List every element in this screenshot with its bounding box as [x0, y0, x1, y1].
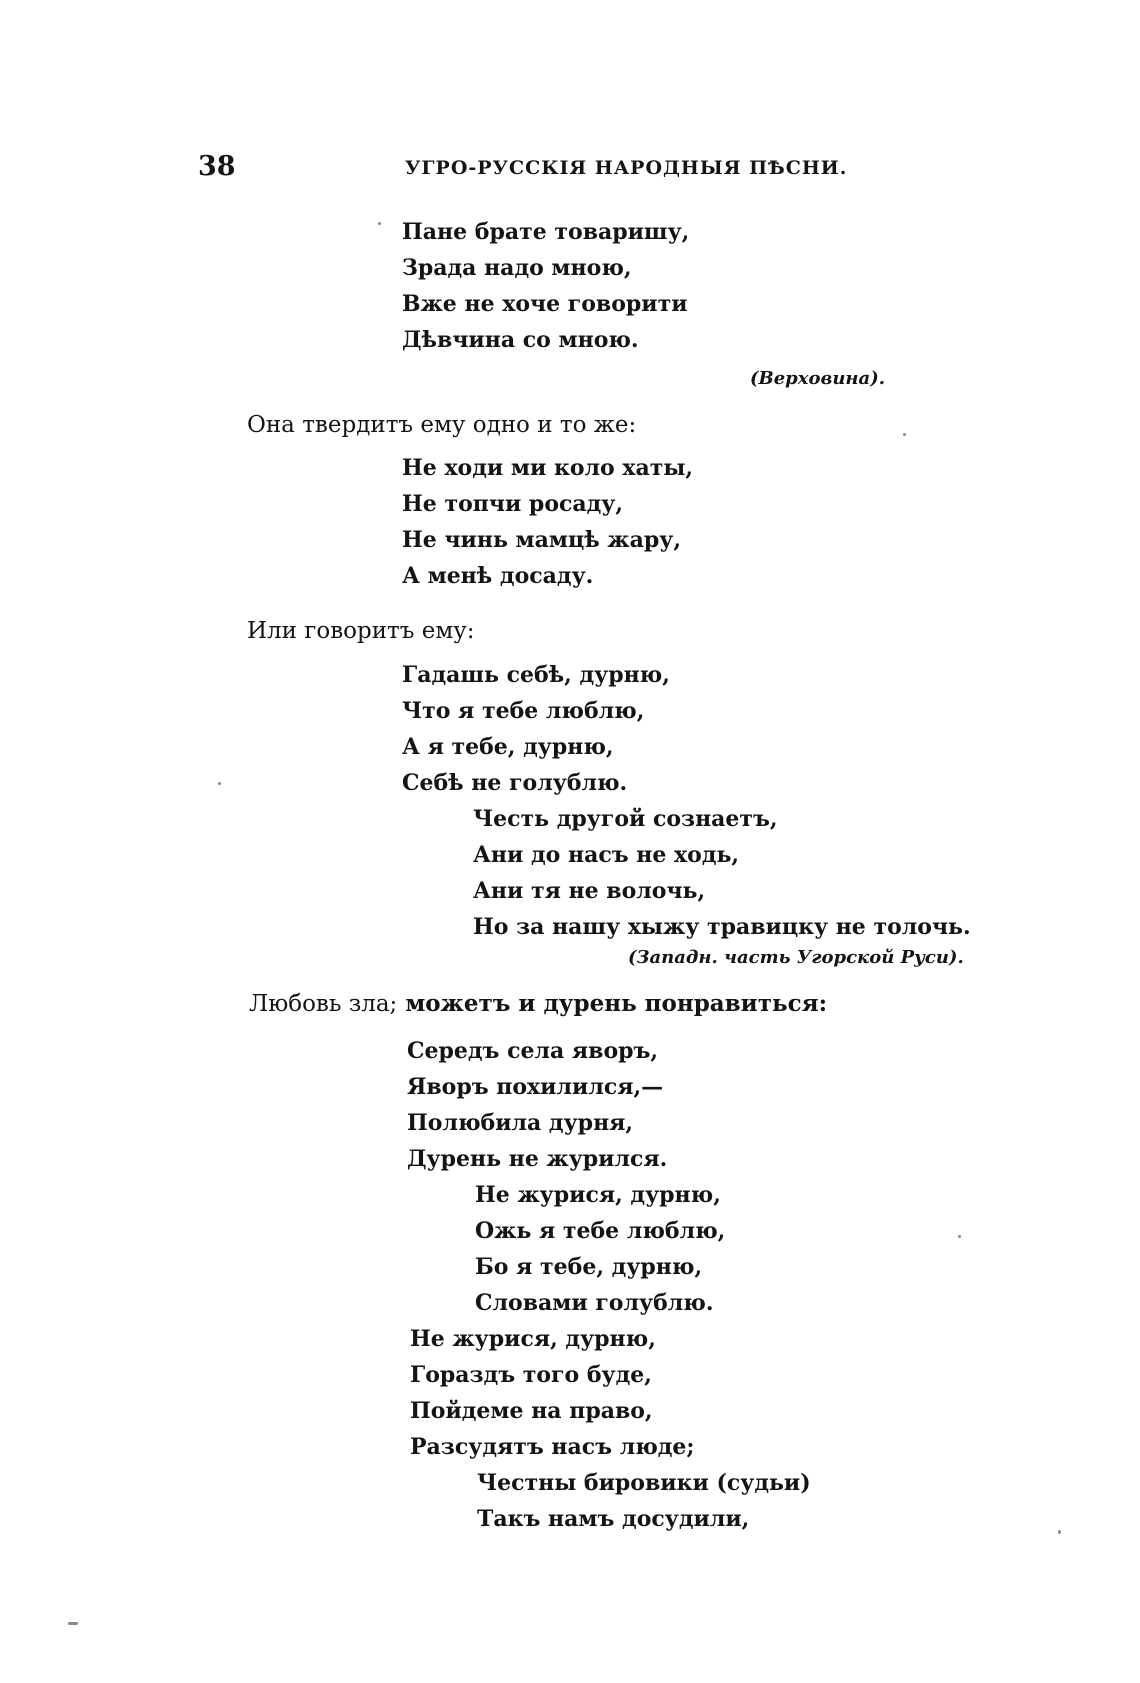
verse-line: А я тебе, дурню,	[402, 734, 614, 760]
verse-line: Полюбила дурня,	[407, 1110, 634, 1136]
verse-line: Себѣ не голублю.	[402, 770, 628, 796]
source-note: (Западн. часть Угорской Руси).	[628, 947, 964, 968]
prose-line	[249, 990, 827, 1018]
prose-line: Она твердитъ ему одно и то же:	[247, 412, 637, 438]
verse-line: Гораздъ того буде,	[410, 1362, 652, 1388]
verse-line-indented: Ожь я тебе люблю,	[475, 1218, 726, 1244]
scan-speck	[903, 433, 906, 436]
verse-line: Середъ села яворъ,	[407, 1038, 659, 1064]
verse-line: Дѣвчина со мною.	[402, 327, 639, 353]
verse-line-indented: Честь другой сознаетъ,	[473, 806, 778, 832]
prose-lead: Любовь зла;	[249, 991, 398, 1017]
scan-speck	[1058, 1530, 1061, 1534]
verse-line: А менѣ досаду.	[402, 563, 594, 589]
verse-line: Не журися, дурню,	[410, 1326, 656, 1352]
verse-line-indented: Ани тя не волочь,	[473, 878, 706, 904]
source-note: (Верховина).	[750, 368, 885, 389]
page-number: 38	[198, 151, 236, 182]
verse-line-indented: Такъ намъ досудили,	[477, 1506, 750, 1532]
verse-line: Зрада надо мною,	[402, 255, 632, 281]
verse-line: Не ходи ми коло хаты,	[402, 455, 694, 481]
prose-rest: можетъ и дурень понравиться:	[397, 990, 828, 1017]
scan-speck	[378, 222, 381, 225]
verse-line-indented: Словами голублю.	[475, 1290, 714, 1316]
verse-line-indented: Не журися, дурню,	[475, 1182, 721, 1208]
verse-line-indented: Бо я тебе, дурню,	[475, 1254, 703, 1280]
verse-line: Пане брате товаришу,	[402, 219, 690, 245]
running-title: УГРО-РУССКІЯ НАРОДНЫЯ ПѢСНИ.	[405, 157, 848, 179]
verse-line-indented: Честны бировики (судьи)	[477, 1470, 811, 1496]
verse-line: Вже не хоче говорити	[402, 291, 688, 317]
scan-speck	[218, 782, 221, 785]
verse-line-indented: Но за нашу хыжу травицку не толочь.	[473, 914, 971, 940]
verse-line: Не чинь мамцѣ жару,	[402, 527, 682, 553]
prose-line: Или говоритъ ему:	[247, 618, 475, 644]
verse-line-indented: Ани до насъ не ходь,	[473, 842, 740, 868]
verse-line: Пойдеме на право,	[410, 1398, 653, 1424]
scan-speck	[958, 1235, 961, 1238]
verse-line: Гадашь себѣ, дурню,	[402, 662, 670, 688]
verse-line: Разсудятъ насъ люде;	[410, 1434, 695, 1460]
scan-speck	[68, 1622, 78, 1625]
verse-line: Яворъ похилился,—	[407, 1074, 664, 1100]
verse-line: Что я тебе люблю,	[402, 698, 645, 724]
verse-line: Не топчи росаду,	[402, 491, 624, 517]
verse-line: Дурень не журился.	[407, 1146, 668, 1172]
